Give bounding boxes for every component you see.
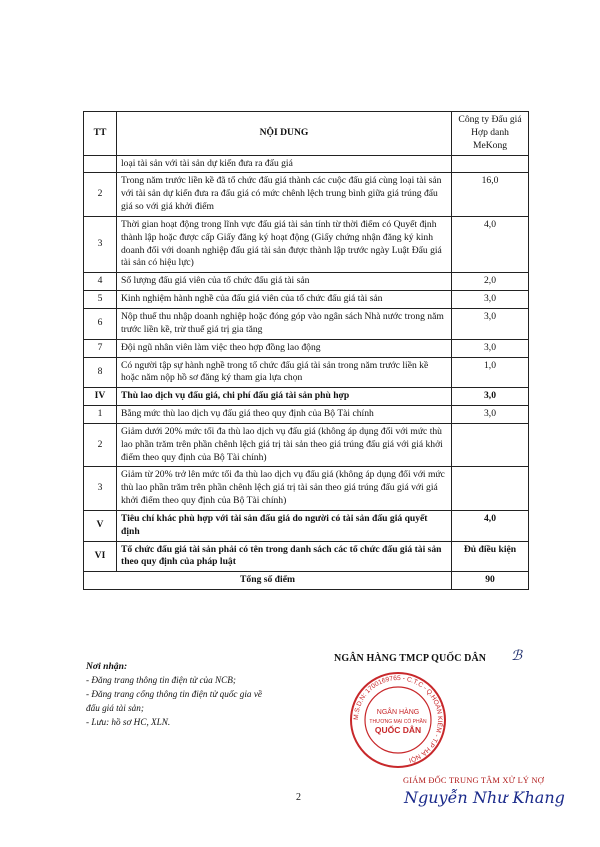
table-row	[84, 406, 529, 424]
header-content: NỘI DUNG	[117, 112, 452, 156]
row-tt: 5	[84, 291, 117, 309]
row-content: Giảm dưới 20% mức tối đa thù lao dịch vụ đấu giá (không áp dụng đối với mức thù lao phần trăm trên phần chênh lệch giá trị tài sản theo giá trúng đấu giá với giá khởi điểm theo quy định của Bộ Tài chính)	[117, 423, 452, 467]
bank-name: NGÂN HÀNG TMCP QUỐC DÂN	[334, 653, 487, 664]
seal-ring-text: M.S.D.N: 1700169765 - C.T.C - Q.HOÀN KIẾM - T.P HÀ NỘI	[352, 674, 444, 764]
seal-line: NGÂN HÀNG	[376, 709, 420, 716]
row-content: Trong năm trước liền kề đã tổ chức đấu giá thành các cuộc đấu giá cùng loại tài sản với tài sản dự kiến đưa ra đấu giá có mức chênh lệch trung bình giữa giá trúng đấu giá so với giá khởi điểm	[117, 173, 452, 217]
table-body	[84, 155, 529, 590]
row-score: 4,0	[452, 216, 529, 272]
row-content: Thù lao dịch vụ đấu giá, chi phí đấu giá tài sản phù hợp	[117, 388, 452, 406]
row-score	[452, 155, 529, 173]
table-row	[84, 216, 529, 272]
header-tt: TT	[84, 112, 117, 156]
recipient-item: - Đăng trang thông tin điện tử của NCB;	[86, 675, 236, 686]
recipient-item: - Lưu: hồ sơ HC, XLN.	[86, 716, 171, 727]
row-tt: 3	[84, 467, 117, 511]
table-row	[84, 388, 529, 406]
table-row	[84, 423, 529, 467]
row-tt: 4	[84, 273, 117, 291]
recipient-item: - Đăng trang cổng thông tin điện tử quốc gia về đấu giá tài sản;	[86, 689, 262, 713]
table-row	[84, 155, 529, 173]
table-row	[84, 308, 529, 339]
total-row	[84, 572, 529, 590]
row-tt: 2	[84, 423, 117, 467]
row-tt: 1	[84, 406, 117, 424]
row-score: 4,0	[452, 510, 529, 541]
row-content: Đội ngũ nhân viên làm việc theo hợp đồng lao động	[117, 339, 452, 357]
table-row	[84, 510, 529, 541]
row-content: loại tài sản với tài sản dự kiến đưa ra đấu giá	[117, 155, 452, 173]
table-row	[84, 173, 529, 217]
total-score: 90	[452, 572, 529, 590]
table-row	[84, 273, 529, 291]
row-content: Nộp thuế thu nhập doanh nghiệp hoặc đóng góp vào ngân sách Nhà nước trong năm trước liền kề, trừ thuế giá trị gia tăng	[117, 308, 452, 339]
seal-line: QUỐC DÂN	[374, 725, 422, 735]
row-content: Tiêu chí khác phù hợp với tài sản đấu giá do người có tài sản đấu giá quyết định	[117, 510, 452, 541]
row-score	[452, 467, 529, 511]
row-score: 2,0	[452, 273, 529, 291]
row-score: 1,0	[452, 357, 529, 388]
row-tt: 2	[84, 173, 117, 217]
header-score: Công ty Đấu giá Hợp danh MeKong	[452, 112, 529, 156]
table-header-row	[84, 112, 529, 156]
row-tt: 7	[84, 339, 117, 357]
row-tt: 8	[84, 357, 117, 388]
row-score: 3,0	[452, 406, 529, 424]
row-content: Tổ chức đấu giá tài sản phải có tên trong danh sách các tổ chức đấu giá tài sản theo quy định của pháp luật	[117, 541, 452, 572]
row-score: 16,0	[452, 173, 529, 217]
row-content: Có người tập sự hành nghề trong tổ chức đấu giá tài sản trong năm trước liền kề hoặc năm nộp hồ sơ đăng ký tham gia lựa chọn	[117, 357, 452, 388]
recipients-title: Nơi nhận:	[86, 661, 128, 672]
row-tt: 3	[84, 216, 117, 272]
table-row	[84, 339, 529, 357]
row-content: Bằng mức thù lao dịch vụ đấu giá theo quy định của Bộ Tài chính	[117, 406, 452, 424]
director-title: GIÁM ĐỐC TRUNG TÂM XỬ LÝ NỢ	[403, 776, 544, 785]
row-content: Giảm từ 20% trở lên mức tối đa thù lao dịch vụ đấu giá (không áp dụng đối với mức thù lao phần trăm trên phần chênh lệch giá trị tài sản theo giá trúng đấu giá với giá khởi điểm theo quy định của Bộ Tài chính)	[117, 467, 452, 511]
row-tt: 6	[84, 308, 117, 339]
page-number: 2	[296, 792, 301, 803]
director-name: Nguyễn Như Khang	[404, 788, 565, 807]
row-score: Đủ điều kiện	[452, 541, 529, 572]
row-content: Thời gian hoạt động trong lĩnh vực đấu giá tài sản tính từ thời điểm có Quyết định thành lập hoặc được cấp Giấy đăng ký hoạt động (Giấy chứng nhận đăng ký kinh doanh đối với doanh nghiệp đấu giá tài sản được thành lập trước ngày Luật Đấu giá tài sản có hiệu lực)	[117, 216, 452, 272]
seal-line: THƯƠNG MẠI CỔ PHẦN	[369, 719, 427, 725]
criteria-table	[83, 111, 529, 590]
row-score: 3,0	[452, 339, 529, 357]
row-score: 3,0	[452, 308, 529, 339]
row-content: Kinh nghiệm hành nghề của đấu giá viên của tổ chức đấu giá tài sản	[117, 291, 452, 309]
row-score: 3,0	[452, 291, 529, 309]
row-tt: V	[84, 510, 117, 541]
total-label: Tổng số điểm	[84, 572, 452, 590]
table-row	[84, 467, 529, 511]
signature-mark: ℬ	[511, 649, 523, 664]
row-tt	[84, 155, 117, 173]
table-row	[84, 541, 529, 572]
table-row	[84, 357, 529, 388]
row-content: Số lượng đấu giá viên của tổ chức đấu giá tài sản	[117, 273, 452, 291]
row-tt: VI	[84, 541, 117, 572]
company-seal	[348, 670, 448, 770]
row-score	[452, 423, 529, 467]
recipients-block	[86, 660, 276, 730]
row-tt: IV	[84, 388, 117, 406]
row-score: 3,0	[452, 388, 529, 406]
table-row	[84, 291, 529, 309]
